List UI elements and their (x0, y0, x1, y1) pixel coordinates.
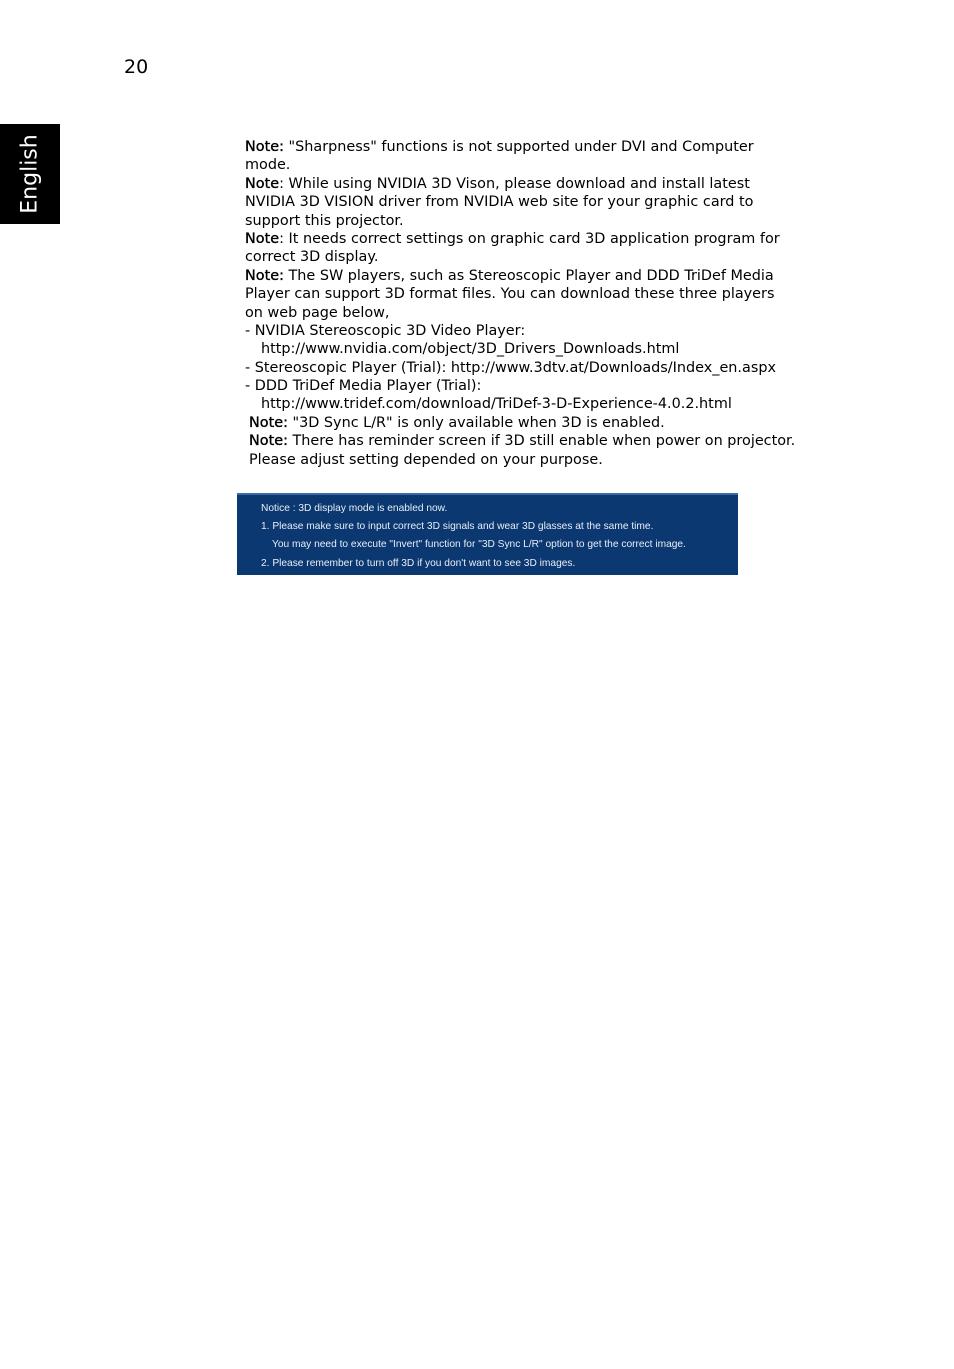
player-nvidia-link[interactable]: http://www.nvidia.com/object/3D_Drivers_Downloads.html (261, 341, 680, 358)
note-reminder-cont: Please adjust setting depended on your purpose. (249, 451, 603, 468)
note-players (245, 267, 845, 285)
notice-item-1: 1. Please make sure to input correct 3D signals and wear 3D glasses at the same time. (261, 521, 654, 532)
notice-item-2: 2. Please remember to turn off 3D if you don't want to see 3D images. (261, 558, 576, 569)
note-label: Note (245, 230, 280, 247)
note-label: Note: (249, 433, 288, 450)
note-players-cont: Player can support 3D format files. You can download these three players (245, 286, 775, 303)
language-tab-label: English (17, 134, 43, 214)
note-nvidia (245, 175, 845, 193)
note-label: Note (245, 175, 280, 192)
note-nvidia-cont: support this projector. (245, 212, 404, 229)
note-text: "3D Sync L/R" is only available when 3D is enabled. (287, 414, 665, 431)
note-label: Note: (245, 267, 284, 284)
note-nvidia-cont: NVIDIA 3D VISION driver from NVIDIA web site for your graphic card to (245, 194, 754, 211)
language-tab (0, 124, 60, 224)
note-sharpness-cont: mode. (245, 157, 291, 174)
note-text: : It needs correct settings on graphic card 3D application program for (279, 230, 780, 247)
note-text: : While using NVIDIA 3D Vison, please download and install latest (279, 175, 750, 192)
player-nvidia: - NVIDIA Stereoscopic 3D Video Player: (245, 322, 526, 339)
note-settings-cont: correct 3D display. (245, 249, 379, 266)
page-number: 20 (124, 56, 149, 78)
note-text: The SW players, such as Stereoscopic Player and DDD TriDef Media (283, 267, 774, 284)
note-settings (245, 230, 845, 248)
note-players-cont: on web page below, (245, 304, 390, 321)
note-sharpness (245, 138, 845, 156)
player-tridef-link[interactable]: http://www.tridef.com/download/TriDef-3-D-Experience-4.0.2.html (261, 396, 732, 413)
note-reminder (245, 432, 845, 450)
notice-item-1-detail: You may need to execute "Invert" function for "3D Sync L/R" option to get the correct image. (272, 539, 686, 550)
note-label: Note: (249, 414, 288, 431)
note-text: There has reminder screen if 3D still enable when power on projector. (287, 433, 796, 450)
note-label: Note: (245, 139, 284, 155)
player-tridef: - DDD TriDef Media Player (Trial): (245, 378, 482, 395)
notice-screen (237, 493, 738, 575)
notes-section (245, 138, 845, 469)
note-text: "Sharpness" functions is not supported under DVI and Computer (283, 139, 754, 155)
note-sync (245, 414, 845, 432)
player-stereoscopic: - Stereoscopic Player (Trial): http://www.3dtv.at/Downloads/Index_en.aspx (245, 359, 776, 376)
notice-title: Notice : 3D display mode is enabled now. (261, 503, 448, 514)
